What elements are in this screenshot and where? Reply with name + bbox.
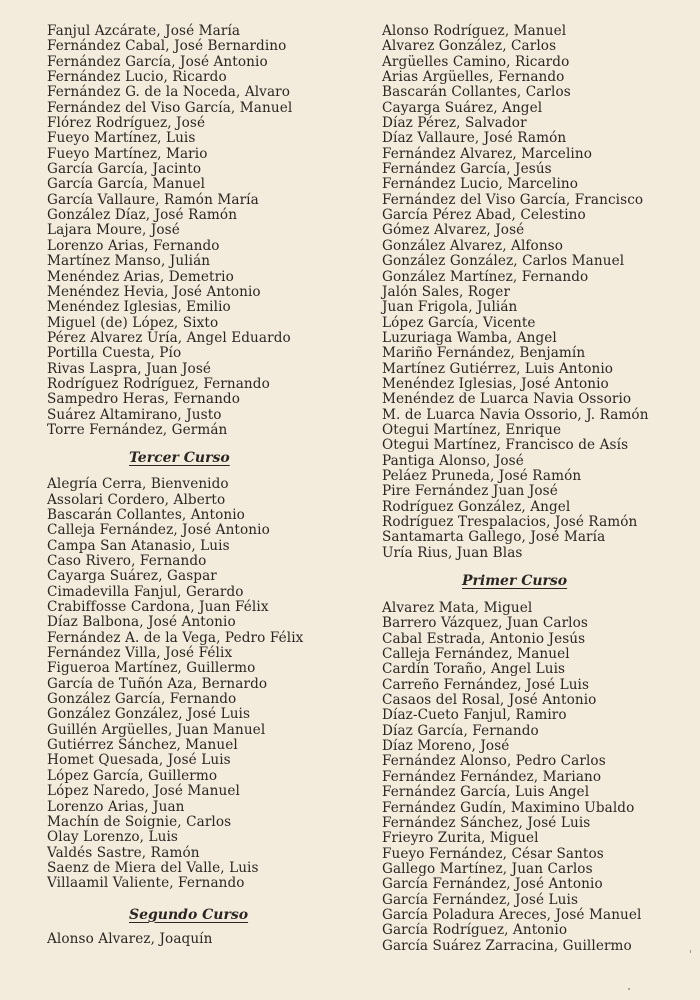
student-name: Calleja Fernández, Manuel xyxy=(382,646,570,663)
student-name: García Fernández, José Antonio xyxy=(382,876,603,893)
student-name: Gutiérrez Sánchez, Manuel xyxy=(47,737,238,754)
student-name: Valdés Sastre, Ramón xyxy=(47,844,200,861)
student-name: Lorenzo Arias, Fernando xyxy=(47,237,220,254)
student-name: Martínez Manso, Julián xyxy=(47,253,211,270)
student-name: González González, José Luis xyxy=(47,706,251,723)
student-name: Fernández Lucio, Ricardo xyxy=(47,69,227,86)
student-name: Fernández García, José Antonio xyxy=(47,53,268,70)
student-name: Caso Rivero, Fernando xyxy=(47,553,207,569)
student-name: Menéndez Iglesias, Emilio xyxy=(47,299,231,316)
student-name: González González, Carlos Manuel xyxy=(382,253,625,270)
student-name: Cayarga Suárez, Gaspar xyxy=(47,568,217,585)
student-name: Díaz Vallaure, José Ramón xyxy=(382,130,567,147)
student-name: Bascarán Collantes, Antonio xyxy=(47,506,245,523)
student-name: Díaz Balbona, José Antonio xyxy=(47,614,236,631)
heading-segundo-curso: Segundo Curso xyxy=(129,906,249,923)
student-name: Flórez Rodríguez, José xyxy=(47,115,206,132)
student-name: González Martínez, Fernando xyxy=(382,268,589,285)
student-name: Rivas Laspra, Juan José xyxy=(47,360,212,377)
student-list-continued xyxy=(47,24,367,438)
student-name: Fernández Cabal, José Bernardino xyxy=(47,38,287,55)
student-name: García Vallaure, Ramón María xyxy=(47,191,259,208)
student-name: Cimadevilla Fanjul, Gerardo xyxy=(47,583,244,600)
student-name: Crabiffosse Cardona, Juan Félix xyxy=(47,599,269,616)
student-list-segundo-continued xyxy=(382,24,682,561)
student-name: Fueyo Martínez, Mario xyxy=(47,145,208,162)
student-name: Díaz Moreno, José xyxy=(382,738,510,755)
student-name: Fernández Gudín, Maximino Ubaldo xyxy=(382,799,635,816)
student-name: García García, Jacinto xyxy=(47,161,202,178)
student-name: González Díaz, José Ramón xyxy=(47,207,238,224)
student-name: Otegui Martínez, Francisco de Asís xyxy=(382,437,629,454)
student-name: Menéndez Iglesias, José Antonio xyxy=(382,375,609,392)
student-name: Rodríguez Trespalacios, José Ramón xyxy=(382,514,638,530)
student-name: Rodríguez González, Angel xyxy=(382,498,571,515)
student-name: Alegría Cerra, Bienvenido xyxy=(47,476,229,493)
student-name: Fernández Alonso, Pedro Carlos xyxy=(382,753,606,770)
student-name: Luzuriaga Wamba, Angel xyxy=(382,329,557,346)
student-name: Menéndez de Luarca Navia Ossorio xyxy=(382,391,632,408)
student-name: Machín de Soignie, Carlos xyxy=(47,813,232,830)
student-name: Calleja Fernández, José Antonio xyxy=(47,522,270,539)
student-name: Juan Frigola, Julián xyxy=(382,299,518,316)
student-name: Saenz de Miera del Valle, Luis xyxy=(47,859,259,876)
student-name: Mariño Fernández, Benjamín xyxy=(382,345,586,362)
student-name: Uría Rius, Juan Blas xyxy=(382,544,523,561)
student-name: García Rodríguez, Antonio xyxy=(382,922,568,939)
student-name: Fueyo Martínez, Luis xyxy=(47,130,196,147)
student-name: Figueroa Martínez, Guillermo xyxy=(47,660,256,677)
student-name: Alvarez Mata, Miguel xyxy=(382,600,533,617)
student-name: Sampedro Heras, Fernando xyxy=(47,391,241,408)
student-name: García Fernández, José Luis xyxy=(382,891,579,908)
student-name: Díaz García, Fernando xyxy=(382,722,539,739)
student-name: Alonso Rodríguez, Manuel xyxy=(382,23,567,39)
student-name: Suárez Altamirano, Justo xyxy=(47,406,222,423)
student-name: Otegui Martínez, Enrique xyxy=(382,421,562,438)
student-name: Portilla Cuesta, Pío xyxy=(47,345,182,362)
student-name: Gómez Alvarez, José xyxy=(382,222,525,239)
student-name: Fernández Villa, José Félix xyxy=(47,645,233,662)
student-name: García Suárez Zarracina, Guillermo xyxy=(382,937,632,954)
student-name: Fernández del Viso García, Manuel xyxy=(47,99,293,116)
student-name: Guillén Argüelles, Juan Manuel xyxy=(47,721,266,738)
student-name: Pérez Alvarez Uría, Angel Eduardo xyxy=(47,329,291,346)
student-name: Díaz Pérez, Salvador xyxy=(382,115,527,132)
student-name: Menéndez Hevia, José Antonio xyxy=(47,283,261,300)
student-name: Díaz-Cueto Fanjul, Ramiro xyxy=(382,707,567,724)
student-name: Lajara Moure, José xyxy=(47,222,180,239)
student-name: López García, Guillermo xyxy=(47,767,218,784)
student-name: García Pérez Abad, Celestino xyxy=(382,207,586,224)
paper-speck xyxy=(628,988,630,990)
student-list-segundo-curso xyxy=(47,932,367,947)
student-name: Rodríguez Rodríguez, Fernando xyxy=(47,375,270,392)
student-name: González García, Fernando xyxy=(47,691,237,708)
heading-primer-curso: Primer Curso xyxy=(462,573,568,590)
student-name: García de Tuñón Aza, Bernardo xyxy=(47,675,268,692)
student-name: Cayarga Suárez, Angel xyxy=(382,99,543,116)
student-name: Pire Fernández Juan José xyxy=(382,483,558,500)
student-name: Barrero Vázquez, Juan Carlos xyxy=(382,615,588,632)
student-list-primer-curso xyxy=(382,601,682,954)
left-column xyxy=(47,24,367,947)
student-name: García Poladura Areces, José Manuel xyxy=(382,906,642,923)
student-list-tercer-curso xyxy=(47,477,367,891)
student-name: Olay Lorenzo, Luis xyxy=(47,829,179,846)
student-name: Gallego Martínez, Juan Carlos xyxy=(382,860,593,877)
student-name: Fernández Lucio, Marcelino xyxy=(382,176,579,193)
paper-speck xyxy=(690,950,691,953)
student-name: Homet Quesada, José Luis xyxy=(47,752,231,769)
student-name: Campa San Atanasio, Luis xyxy=(47,537,230,554)
student-name: Peláez Pruneda, José Ramón xyxy=(382,467,582,484)
student-name: López Naredo, José Manuel xyxy=(47,783,240,800)
student-name: Lorenzo Arias, Juan xyxy=(47,798,185,815)
student-name: González Alvarez, Alfonso xyxy=(382,237,564,254)
student-name: Torre Fernández, Germán xyxy=(47,421,228,438)
student-name: Fernández Sánchez, José Luis xyxy=(382,814,591,831)
heading-tercer-curso: Tercer Curso xyxy=(129,450,230,467)
student-name: Fernández Fernández, Mariano xyxy=(382,768,602,785)
student-name: García García, Manuel xyxy=(47,176,206,193)
student-name: M. de Luarca Navia Ossorio, J. Ramón xyxy=(382,406,649,423)
student-name: Fernández A. de la Vega, Pedro Félix xyxy=(47,629,304,646)
student-name: Fanjul Azcárate, José María xyxy=(47,23,241,39)
student-name: Villaamil Valiente, Fernando xyxy=(47,875,245,892)
student-name: Fernández García, Luis Angel xyxy=(382,784,590,801)
student-name: Fernández del Viso García, Francisco xyxy=(382,191,644,208)
student-name: Assolari Cordero, Alberto xyxy=(47,491,226,508)
student-name: Menéndez Arias, Demetrio xyxy=(47,268,234,285)
student-name: Carreño Fernández, José Luis xyxy=(382,676,590,693)
student-name: Argüelles Camino, Ricardo xyxy=(382,53,570,70)
student-name: Miguel (de) López, Sixto xyxy=(47,314,219,331)
student-name: Arias Argüelles, Fernando xyxy=(382,69,565,86)
student-name: Pantiga Alonso, José xyxy=(382,452,524,469)
student-name: Fueyo Fernández, César Santos xyxy=(382,845,604,862)
student-name: Alvarez González, Carlos xyxy=(382,38,557,55)
student-name: Martínez Gutiérrez, Luis Antonio xyxy=(382,360,614,377)
student-name: Bascarán Collantes, Carlos xyxy=(382,84,571,101)
student-name: López García, Vicente xyxy=(382,314,536,331)
student-name: Fernández Alvarez, Marcelino xyxy=(382,145,592,162)
student-name: Frieyro Zurita, Miguel xyxy=(382,830,539,847)
student-name: Santamarta Gallego, José María xyxy=(382,529,606,546)
student-name: Cabal Estrada, Antonio Jesús xyxy=(382,630,586,647)
student-name: Jalón Sales, Roger xyxy=(382,283,511,300)
student-name: Fernández G. de la Noceda, Alvaro xyxy=(47,84,291,101)
student-name: Fernández García, Jesús xyxy=(382,161,552,178)
student-name: Alonso Alvarez, Joaquín xyxy=(47,930,213,947)
right-column xyxy=(382,24,682,954)
student-name: Cardín Toraño, Angel Luis xyxy=(382,661,566,678)
student-name: Casaos del Rosal, José Antonio xyxy=(382,692,597,709)
